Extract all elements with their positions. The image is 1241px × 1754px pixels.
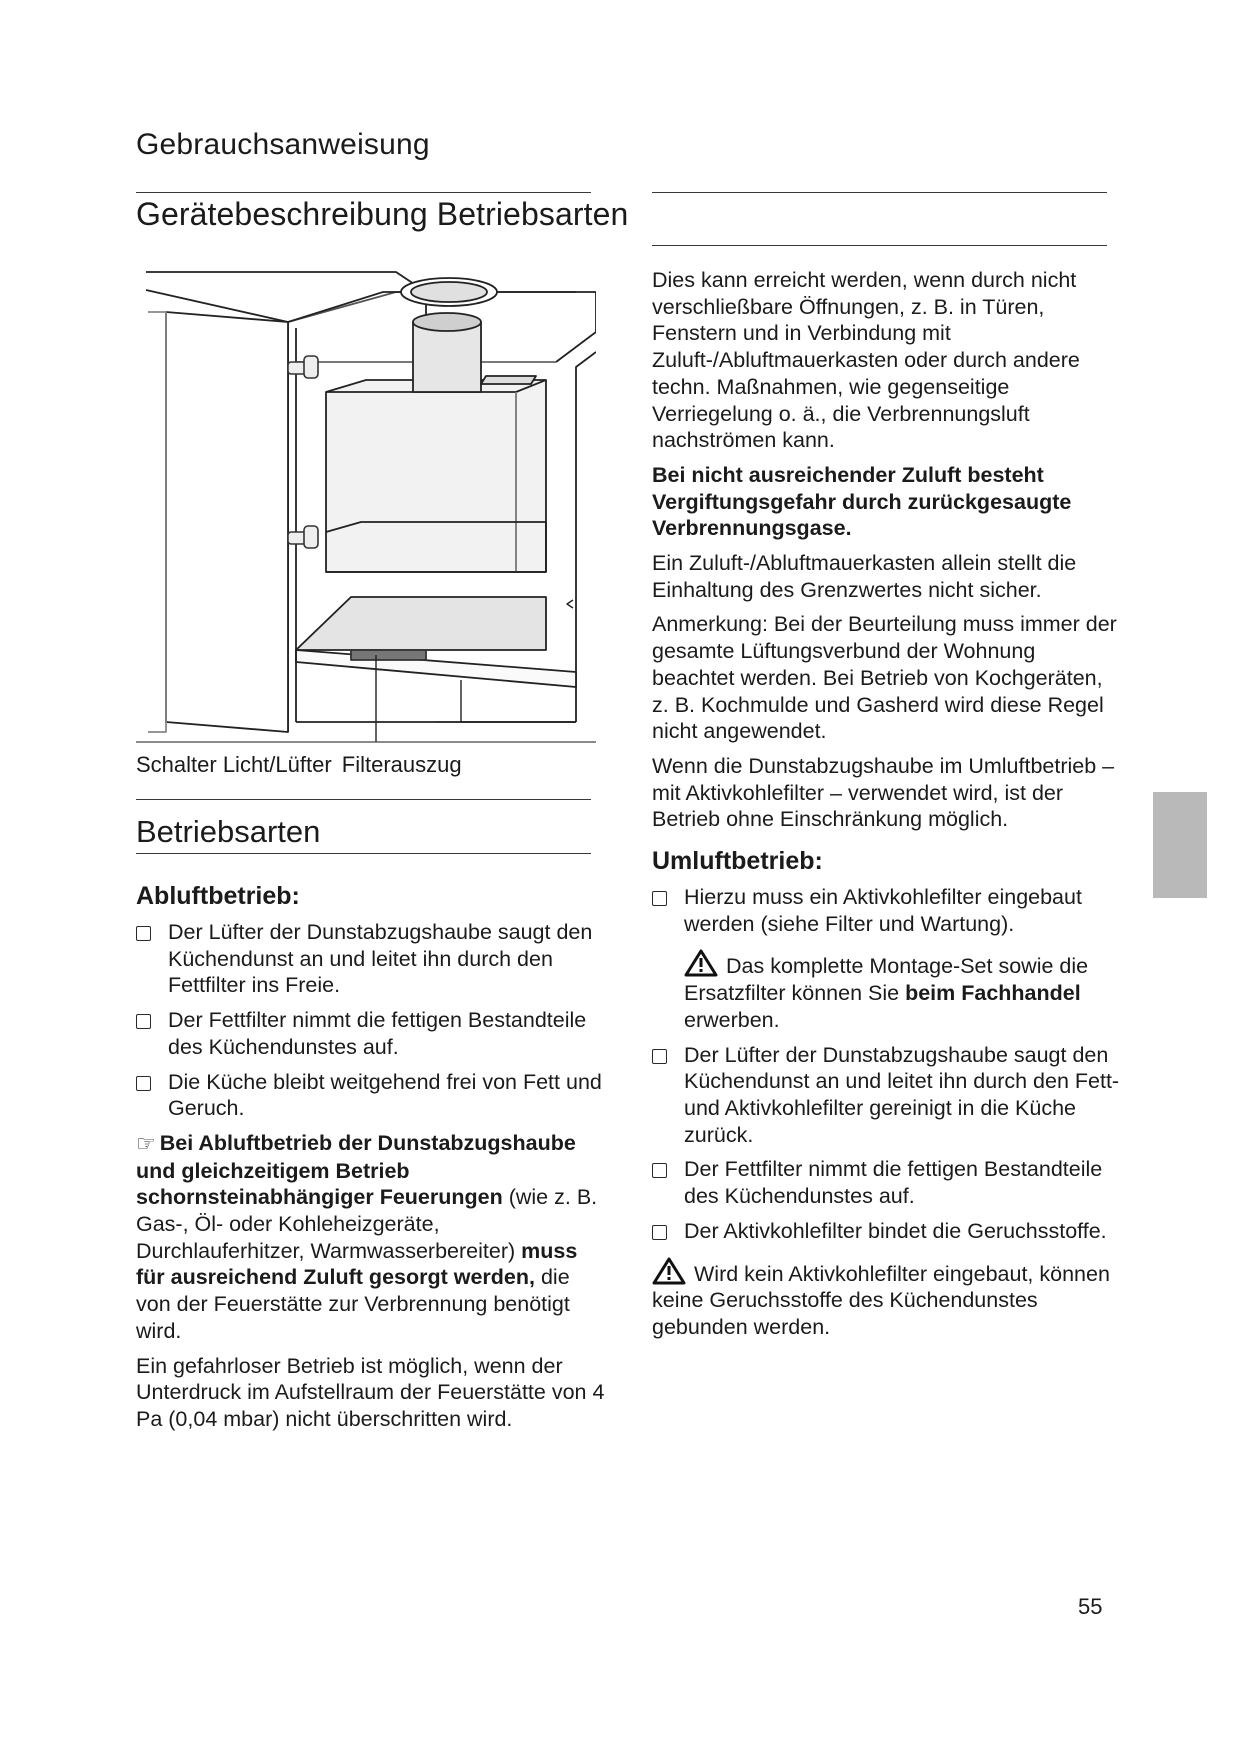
page-number: 55 [1078, 1594, 1103, 1619]
checkbox-bullet-icon [652, 1163, 667, 1178]
list-item [136, 919, 606, 999]
checkbox-bullet-icon [652, 1049, 667, 1064]
abluft-item-2: Der Fettfilter nimmt die fettigen Bestandteile des Küchendunstes auf. [168, 1008, 587, 1059]
abluft-note-bold-1: Bei Abluftbetrieb der Dunstabzugshaube und gleichzeitigem Betrieb schornsteinabhängiger Feuerungen [136, 1130, 576, 1210]
abluft-item-3: Die Küche bleibt weitgehend frei von Fett und Geruch. [168, 1069, 602, 1121]
umluft-warning-1 [652, 949, 1122, 1033]
abluft-note [136, 1130, 606, 1345]
betriebsarten-title: Betriebsarten [136, 814, 321, 849]
umluft-warning-1-bold: beim Fachhandel [905, 981, 1081, 1006]
umluft-item-2: Der Lüfter der Dunstabzugshaube saugt den Küchendunst an und leitet ihn durch den Fett- und Aktivkohlefilter gereinigt in die Küche zurück. [684, 1042, 1120, 1147]
umluft-item-4: Der Aktivkohlefilter bindet die Geruchsstoffe. [684, 1218, 1107, 1243]
checkbox-bullet-icon [136, 1076, 151, 1091]
abluft-note-text-1: (wie z. B. Gas-, Öl- oder Kohleheizgeräte, Durchlauferhitzer, Warmwasserbereiter) [136, 1185, 598, 1263]
list-item [136, 1069, 606, 1122]
list-item [652, 1218, 1122, 1245]
list-item [652, 884, 1122, 937]
range-hood-cabinet-illustration [136, 252, 596, 747]
header-rule-left [136, 192, 591, 193]
header-rule-right [652, 192, 1107, 193]
umluft-item-3: Der Fettfilter nimmt die fettigen Bestandteile des Küchendunstes auf. [684, 1157, 1103, 1209]
left-column [136, 880, 606, 1441]
list-item [652, 1042, 1122, 1149]
checkbox-bullet-icon [136, 926, 151, 941]
pointing-hand-icon: ☞ [136, 1130, 156, 1156]
checkbox-bullet-icon [652, 891, 667, 906]
right-bold-warning: Bei nicht ausreichender Zuluft besteht Vergiftungsgefahr durch zurückgesaugte Verbrennungsgase. [652, 462, 1072, 541]
right-paragraph-4: Wenn die Dunstabzugshaube im Umluftbetrieb – mit Aktivkohlefilter – verwendet wird, ist der Betrieb ohne Einschränkung möglich. [652, 753, 1115, 832]
warning-triangle-icon [652, 1257, 686, 1285]
abluft-note-text-2: die von der Feuerstätte zur Verbrennung benötigt wird. [136, 1265, 570, 1343]
section-title: Gerätebeschreibung Betriebsarten [136, 196, 629, 232]
chapter-side-tab [1153, 792, 1207, 898]
right-paragraph-1: Dies kann erreicht werden, wenn durch nicht verschließbare Öffnungen, z. B. in Türen, Fenstern und in Verbindung mit Zuluft-/Abluftmauerkasten oder durch andere techn. Maßnahmen, wie gegenseitige Verriegelung o. ä., die Verbrennungsluft nachströmen kann. [652, 268, 1080, 453]
checkbox-bullet-icon [652, 1225, 667, 1240]
abluft-paragraph: Ein gefahrloser Betrieb ist möglich, wenn der Unterdruck im Aufstellraum der Feuerstätte von 4 Pa (0,04 mbar) nicht überschritten wird. [136, 1353, 605, 1431]
caption-filter-label: Filterauszug [341, 752, 462, 777]
betrieb-rule-top [136, 799, 591, 800]
right-paragraph-2: Ein Zuluft-/Abluftmauerkasten allein stellt die Einhaltung des Grenzwertes nicht sicher. [652, 551, 1077, 602]
right-paragraph-3: Anmerkung: Bei der Beurteilung muss immer der gesamte Lüftungsverbund der Wohnung beachtet werden. Bei Betrieb von Kochgeräten, z. B. Kochmulde und Gasherd wird diese Regel nicht angewendet. [652, 612, 1117, 744]
abluft-heading: Abluftbetrieb: [136, 882, 300, 910]
umluft-warning-1-end: erwerben. [684, 1007, 780, 1032]
figure-caption [136, 752, 466, 778]
checkbox-bullet-icon [136, 1014, 151, 1029]
umluft-warning-2 [652, 1257, 1122, 1341]
list-item [652, 1156, 1122, 1209]
section-rule-right [652, 245, 1107, 246]
abluft-note-bold-2: muss für ausreichend Zuluft gesorgt werden, [136, 1238, 578, 1290]
document-header-title: Gebrauchsanweisung [136, 128, 430, 161]
list-item [136, 1007, 606, 1060]
umluft-warning-1-text: Das komplette Montage-Set sowie die Ersatzfilter können Sie [684, 954, 1089, 1006]
betrieb-rule-bottom [136, 853, 591, 854]
right-column [652, 267, 1122, 1349]
caption-switch-label: Schalter Licht/Lüfter [136, 752, 332, 777]
umluft-item-1: Hierzu muss ein Aktivkohlefilter eingebaut werden (siehe Filter und Wartung). [684, 885, 1082, 936]
abluft-item-1: Der Lüfter der Dunstabzugshaube saugt den Küchendunst an und leitet ihn durch den Fettfilter ins Freie. [168, 920, 593, 998]
umluft-warning-2-text: Wird kein Aktivkohlefilter eingebaut, können keine Geruchsstoffe des Küchendunstes gebunden werden. [652, 1261, 1110, 1339]
warning-triangle-icon [684, 949, 718, 977]
umluft-heading: Umluftbetrieb: [652, 847, 823, 876]
